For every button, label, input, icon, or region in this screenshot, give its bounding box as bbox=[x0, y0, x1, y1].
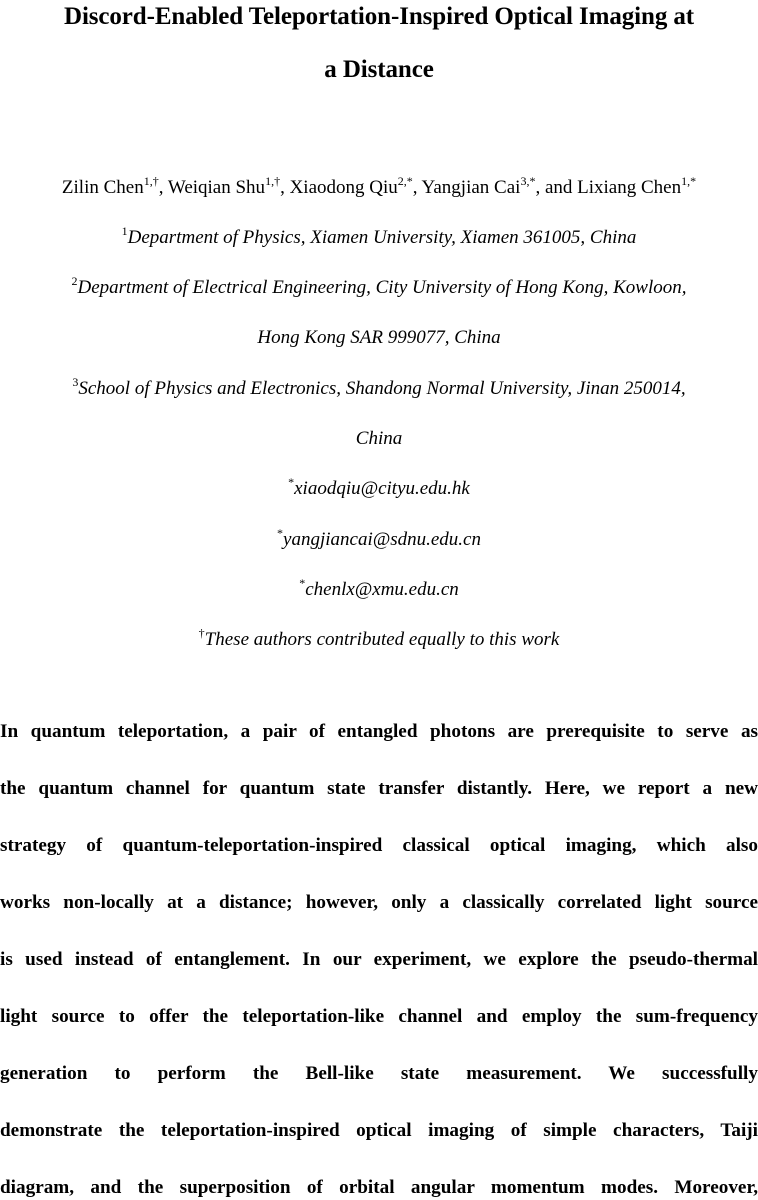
author-separator: , bbox=[412, 177, 422, 198]
author-name: Weiqian Shu bbox=[167, 177, 266, 198]
affiliation-2-line-2: Hong Kong SAR 999077, China bbox=[257, 327, 501, 348]
abstract-line: strategy of quantum-teleportation-inspired classical optical imaging, which also bbox=[0, 835, 758, 856]
affiliation-superscript: 1 bbox=[121, 223, 128, 238]
affiliation-superscript: 2 bbox=[71, 273, 78, 288]
equal-contribution-note bbox=[0, 625, 758, 651]
author-superscript: 1,† bbox=[143, 173, 159, 188]
affiliation-1 bbox=[0, 223, 758, 249]
paper-title-line-1: Discord-Enabled Teleportation-Inspired Optical Imaging at bbox=[63, 3, 695, 30]
affiliation-3-line-1 bbox=[0, 374, 758, 400]
email-address[interactable]: xiaodqiu@cityu.edu.hk bbox=[294, 478, 470, 499]
email-superscript: * bbox=[299, 575, 306, 590]
abstract-line: diagram, and the superposition of orbital angular momentum modes. Moreover, bbox=[0, 1177, 758, 1198]
abstract-line: generation to perform the Bell-like state measurement. We successfully bbox=[0, 1063, 758, 1084]
author-separator: , bbox=[158, 177, 168, 198]
affiliation-superscript: 3 bbox=[72, 374, 79, 389]
equal-contribution-text: These authors contributed equally to this work bbox=[204, 629, 560, 650]
author-superscript: 2,* bbox=[397, 173, 413, 188]
author-separator: , bbox=[280, 177, 290, 198]
email-superscript: * bbox=[288, 474, 295, 489]
email-3 bbox=[0, 575, 758, 601]
author-name: Lixiang Chen bbox=[577, 177, 682, 198]
author-list bbox=[0, 173, 758, 199]
email-address[interactable]: yangjiancai@sdnu.edu.cn bbox=[283, 529, 481, 550]
abstract-line: is used instead of entanglement. In our experiment, we explore the pseudo-thermal bbox=[0, 949, 758, 970]
paper-title-line-2: a Distance bbox=[324, 56, 434, 83]
email-address[interactable]: chenlx@xmu.edu.cn bbox=[305, 579, 459, 600]
affiliation-text: School of Physics and Electronics, Shandong Normal University, Jinan 250014, bbox=[78, 378, 686, 399]
abstract-line: the quantum channel for quantum state transfer distantly. Here, we report a new bbox=[0, 778, 758, 799]
affiliation-text: Department of Electrical Engineering, City University of Hong Kong, Kowloon, bbox=[77, 277, 687, 298]
email-superscript: * bbox=[277, 525, 284, 540]
abstract-line: demonstrate the teleportation-inspired optical imaging of simple characters, Taiji bbox=[0, 1120, 758, 1141]
abstract-line: In quantum teleportation, a pair of entangled photons are prerequisite to serve as bbox=[0, 721, 758, 742]
author-separator: , and bbox=[535, 177, 578, 198]
affiliation-text: Department of Physics, Xiamen University, Xiamen 361005, China bbox=[127, 227, 637, 248]
author-name: Zilin Chen bbox=[61, 177, 144, 198]
author-superscript: 1,* bbox=[681, 173, 697, 188]
author-superscript: 3,* bbox=[520, 173, 536, 188]
affiliation-3-line-2: China bbox=[355, 428, 403, 449]
dagger-superscript: † bbox=[198, 625, 205, 640]
author-name: Yangjian Cai bbox=[421, 177, 521, 198]
abstract-line: works non-locally at a distance; however, only a classically correlated light source bbox=[0, 892, 758, 913]
author-superscript: 1,† bbox=[265, 173, 281, 188]
affiliation-2-line-1 bbox=[0, 273, 758, 299]
abstract-line: light source to offer the teleportation-like channel and employ the sum-frequency bbox=[0, 1006, 758, 1027]
email-2 bbox=[0, 525, 758, 551]
author-name: Xiaodong Qiu bbox=[289, 177, 398, 198]
email-1 bbox=[0, 474, 758, 500]
